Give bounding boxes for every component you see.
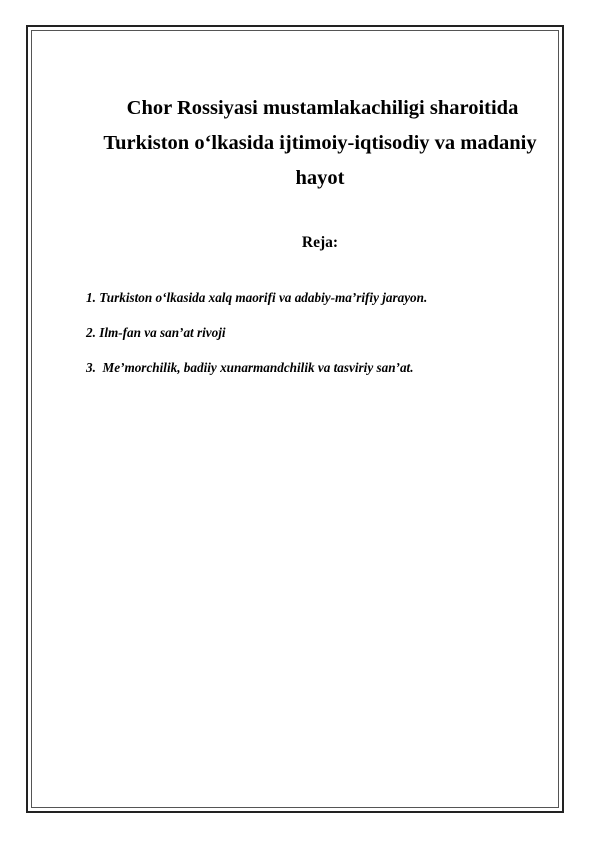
title-line-3: hayot [295, 167, 345, 189]
plan-heading: Reja: [301, 234, 339, 251]
title-line-2: Turkiston o‘lkasida ijtimoiy-iqtisodiy va madaniy [103, 132, 537, 154]
plan-item-1: 1. Turkiston o‘lkasida xalq maorifi va adabiy-ma’rifiy jarayon. [86, 290, 428, 305]
document-title [70, 91, 570, 196]
plan-list [86, 289, 427, 394]
title-line-1: Chor Rossiyasi mustamlakachiligi sharoitida [126, 97, 519, 119]
plan-item-3: 3. Me’morchilik, badiiy xunarmandchilik va tasviriy san’at. [86, 360, 414, 375]
plan-item-2: 2. Ilm-fan va san’at rivoji [86, 325, 226, 340]
